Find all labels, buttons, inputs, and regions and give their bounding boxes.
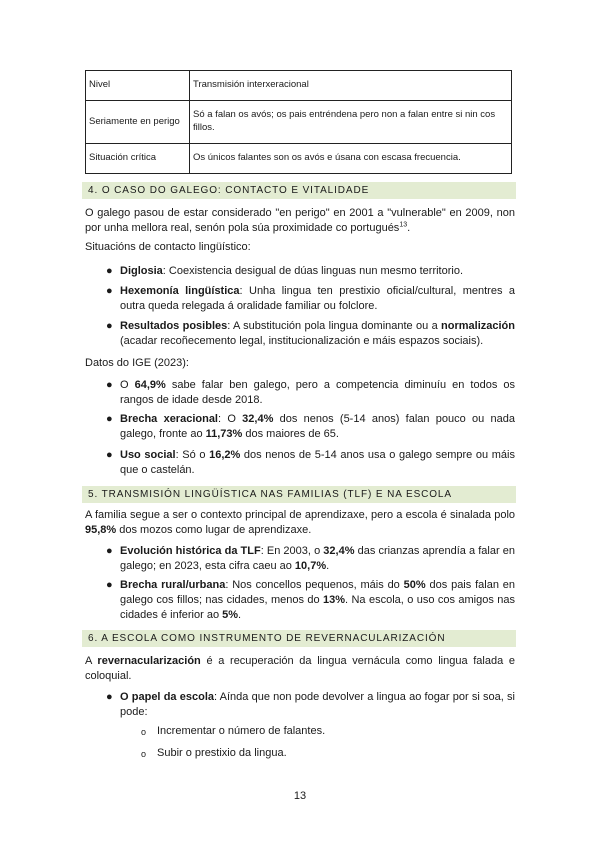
bullet-icon: ● [106,413,113,425]
table-row [86,144,512,174]
bullet-icon: ● [106,265,113,277]
table-cell: Seriamente en perigo [86,101,190,144]
bullet-icon: ● [106,449,113,461]
section-heading-5: 5. TRANSMISIÓN LINGÜÍSTICA NAS FAMILIAS (TLF) E NA ESCOLA [82,486,516,503]
table-row [86,101,512,144]
section-heading-6: 6. A ESCOLA COMO INSTRUMENTO DE REVERNACULARIZACIÓN [82,630,516,647]
bullet-icon: ● [106,691,113,703]
list-item: Evolución histórica da TLF: En 2003, o 32,4% das crianzas aprendía a falar en galego; en 2023, esta cifra caeu ao 10,7%. [120,545,515,572]
table-cell: Transmisión interxeracional [190,71,512,101]
sub-bullet-icon: o [141,727,147,737]
vitality-levels-table [85,70,512,174]
table-cell: Situación crítica [86,144,190,174]
list-item: Uso social: Só o 16,2% dos nenos de 5-14 anos usa o galego sempre ou máis que o castelán. [120,449,515,476]
bullet-icon: ● [106,320,113,332]
bullet-icon: ● [106,579,113,591]
bullet-icon: ● [106,285,113,297]
section6-intro: A revernacularización é a recuperación da lingua vernácula como lingua falada e coloquial. [85,655,515,682]
footnote-ref[interactable]: 13 [399,221,408,229]
section-heading-4: 4. O CASO DO GALEGO: CONTACTO E VITALIDADE [82,182,516,199]
sub-bullet-icon: o [141,749,147,759]
sub-list-item: Subir o prestixio da lingua. [157,747,287,759]
table-cell: Só a falan os avós; os pais entréndena pero non a falan entre si nin cos fillos. [190,101,512,144]
ige-label: Datos do IGE (2023): [85,357,189,369]
list-item: Brecha xeracional: O 32,4% dos nenos (5-14 anos) falan pouco ou nada galego, fronte ao 11,73% dos maiores de 65. [120,413,515,440]
list-item: Resultados posibles: A substitución pola lingua dominante ou a normalización (acadar recoñecemento legal, institucionalización e máis espazos sociais). [120,320,515,347]
table-cell: Nivel [86,71,190,101]
page-number: 13 [293,790,307,802]
section5-intro: A familia segue a ser o contexto principal de aprendizaxe, pero a escola é sinalada polo 95,8% dos mozos como lugar de aprendizaxe. [85,509,515,536]
list-item: O papel da escola: Aínda que non pode devolver a lingua ao fogar por si soa, si pode: [120,691,515,718]
list-item: Brecha rural/urbana: Nos concellos pequenos, máis do 50% dos pais falan en galego cos fillos; nas cidades, menos do 13%. Na escola, o uso cos amigos nas cidades é inferior ao 5%. [120,579,516,621]
table-cell: Os únicos falantes son os avós e úsana con escasa frecuencia. [190,144,512,174]
bullet-icon: ● [106,379,113,391]
contact-label: Situacións de contacto lingüístico: [85,241,251,253]
list-item: Diglosia: Coexistencia desigual de dúas linguas nun mesmo territorio. [120,265,464,277]
list-item: O 64,9% sabe falar ben galego, pero a competencia diminuíu en todos os rangos de idade desde 2018. [120,379,515,406]
table-row [86,71,512,101]
sub-list-item: Incrementar o número de falantes. [157,725,326,737]
section4-intro: O galego pasou de estar considerado "en perigo" en 2001 a "vulnerable" en 2009, non por unha mellora real, senón pola súa proximidade co portugués$^{13}$. [85,207,515,234]
bullet-icon: ● [106,545,113,557]
list-item: Hexemonía lingüística: Unha lingua ten prestixio oficial/cultural, mentres a outra queda relegada á oralidade familiar ou folclore. [120,285,515,312]
